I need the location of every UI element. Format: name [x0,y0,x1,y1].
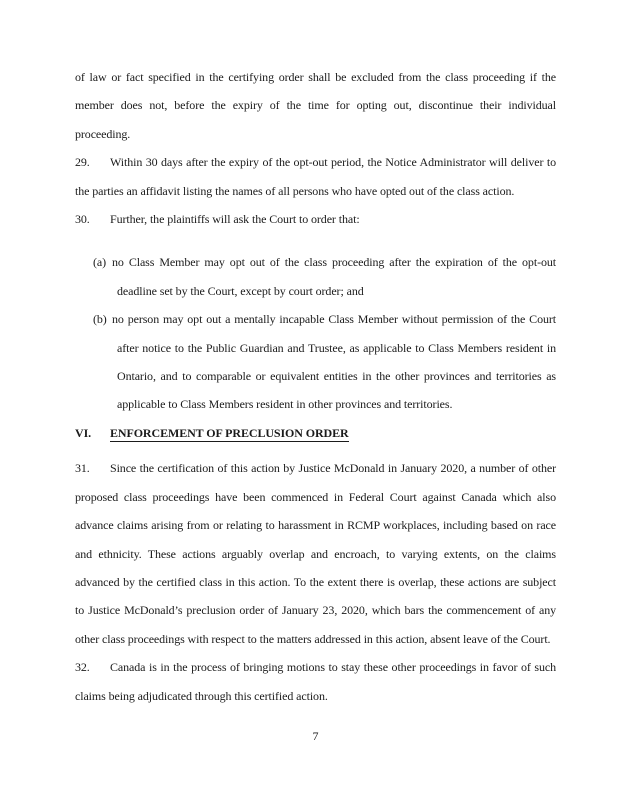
paragraph-30-number: 30. [75,212,90,227]
paragraph-32-text: Canada is in the process of bringing motions to stay these other proceedings in favor of such claims being adjudicated through this certified action. [75,660,556,703]
paragraph-31 [75,454,556,653]
paragraph-continuation: of law or fact specified in the certifying order shall be excluded from the class proceeding if the member does not, before the expiry of the time for opting out, discontinue their individual proceeding. [75,70,556,141]
paragraph-31-text: Since the certification of this action by Justice McDonald in January 2020, a number of other proposed class proceedings have been commenced in Federal Court against Canada which also advance claims arising from or relating to harassment in RCMP workplaces, including based on race and ethnicity. These actions arguably overlap and encroach, to varying extents, on the claims advanced by the certified class in this action. To the extent there is overlap, these actions are subject to Justice McDonald’s preclusion order of January 23, 2020, which bars the commencement of any other class proceedings with respect to the matters addressed in this action, absent leave of the Court. [75,461,556,646]
paragraph-29 [75,148,556,205]
section-heading-vi [75,419,556,447]
page-number: 7 [312,728,319,743]
paragraph-30-text: Further, the plaintiffs will ask the Court to order that: [110,212,360,227]
section-heading-vi-title: ENFORCEMENT OF PRECLUSION ORDER [110,425,349,440]
list-item-a-text: no Class Member may opt out of the class proceeding after the expiration of the opt-out deadline set by the Court, except by court order; and [112,255,556,298]
paragraph-32-number: 32. [75,660,90,675]
paragraph-31-number: 31. [75,461,90,476]
list-item-a-marker: (a) [93,255,107,270]
order-request-list [75,248,556,418]
list-item-b-marker: (b) [93,312,107,327]
paragraph-29-text: Within 30 days after the expiry of the opt-out period, the Notice Administrator will deliver to the parties an affidavit listing the names of all persons who have opted out of the class action. [75,155,556,198]
list-item-b-text: no person may opt out a mentally incapable Class Member without permission of the Court after notice to the Public Guardian and Trustee, as applicable to Class Members resident in Ontario, and to comparable or equivalent entities in the other provinces and territories as applicable to Class Members resident in other provinces and territories. [112,312,556,412]
list-item-b [93,305,556,419]
paragraph-30 [75,205,556,233]
paragraph-29-number: 29. [75,155,90,170]
list-item-a [93,248,556,305]
paragraph-32 [75,653,556,710]
section-heading-vi-number: VI. [75,425,92,440]
